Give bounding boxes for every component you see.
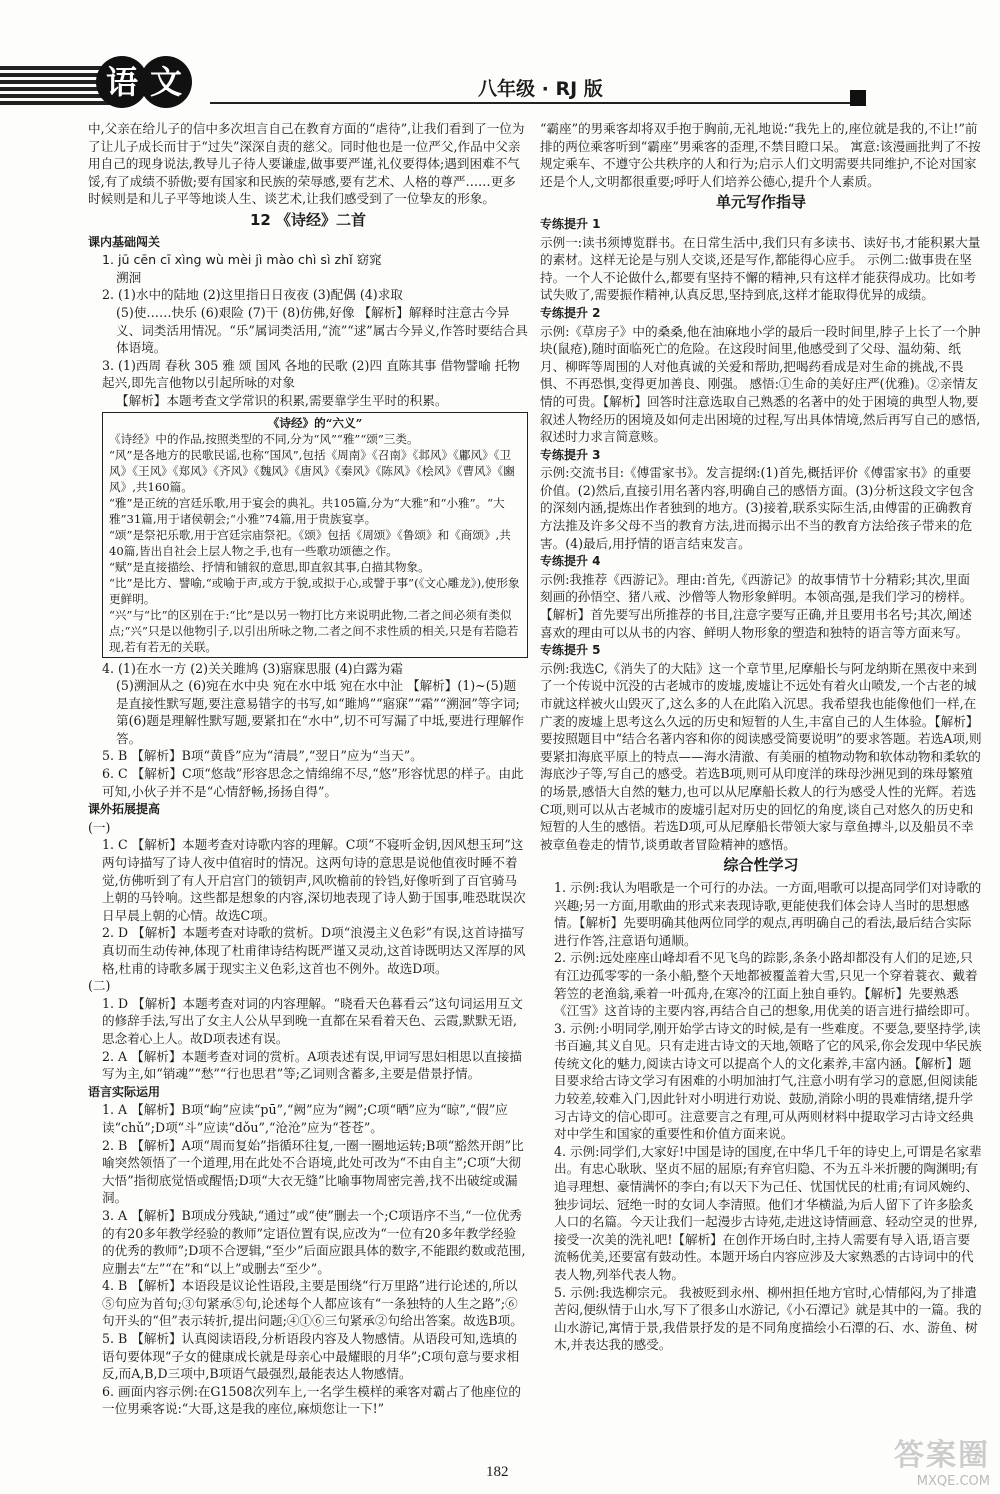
answer-item: 4. B 【解析】本语段是议论性语段,主要是围绕“行万里路”进行论述的,所以⑤句应为首句;③句紧承⑤句,论述每个人都应该有“一条独特的人生之路”;⑥句开头的“但”表示转折,提出问题;④①⑥三句紧承②句给出答案。故选B项。 xyxy=(102,1278,523,1329)
knowledge-box-title: 《诗经》的“六义” xyxy=(267,415,363,430)
part-label: (一) xyxy=(88,819,111,835)
answer-item: 1. A 【解析】B项“岣”应读“pū”,“阙”应为“阙”;C项“晒”应为“晾”,“假”应读“chǔ”;D项“斗”应读“dǒu”,“沧沧”应为“苍苍”。 xyxy=(102,1102,508,1135)
left-column xyxy=(88,120,528,1418)
subject-logo xyxy=(96,52,206,112)
answer-item: 5. B 【解析】B项“黄昏”应为“清晨”,“翌日”应为“当天”。 xyxy=(102,748,423,764)
answer-item: 6. C 【解析】C项“悠哉”形容思念之情绵绵不尽,“悠”形容忧思的样子。由此可知,小伙子并不是“心情舒畅,扬扬自得”。 xyxy=(102,766,524,799)
section-heading: 课外拓展提高 xyxy=(88,802,161,817)
drill-heading: 专练提升 5 xyxy=(540,643,601,658)
page-header xyxy=(0,0,1000,112)
answer-item: 2. D 【解析】本题考查对诗歌的赏析。D项“浪漫主义色彩”有误,这首诗描写真切而生动传神,体现了杜甫律诗结构既严谨又灵动,这首诗既明达又浑厚的风格,杜甫的诗歌多属于现实主义色彩,这首也不例外。故选D项。 xyxy=(102,925,526,976)
answer-item: 3. (1)西周 春秋 305 雅 颂 国风 各地的民歌 (2)四 直陈其事 借物譬喻 托物起兴,即先言他物以引起所咏的对象 xyxy=(102,357,521,391)
answer-item: (5)使……快乐 (6)艰险 (7)干 (8)仿佛,好像 【解析】解释时注意古今异义、词类活用情况。“乐”属词类活用,“流”“逑”属古今异义,作答时要结合具体语境。 xyxy=(116,304,528,356)
drill-body: 示例:交流书目:《傅雷家书》。发言提纲:(1)首先,概括评价《傅雷家书》的重要价值。(2)然后,直接引用名著内容,明确自己的感悟方面。(3)分析这段文字包含的深刻内涵,提炼出作者独到的地方。(3)接着,联系实际生活,由傅雷的正确教育方法推及许多父母不当的教育方法,进而揭示出不当的教育方法给孩子带来的危害。(4)最后,用抒情的语言结束发言。 xyxy=(540,465,975,551)
drill-body: 示例:《草房子》中的桑桑,他在油麻地小学的最后一段时间里,脖子上长了一个肿块(鼠疮),随时面临死亡的危险。在这段时间里,他感受到了父母、温幼菊、纸月、柳晖等周围的人对他真诚的关爱和帮助,把喝药看成是对生命的挑战,不畏惧、不再恐惧,变得更加善良、刚强。 感悟:①生命的美好庄严(优雅)。②亲情友情的可贵。【解析】回答时注意选取自己熟悉的名著中的处于困境的典型人物,要叙述人物经历的困境及如何走出困境的过程,写出具体情境,然后再写自己的感悟,叙述时力求言简意赅。 xyxy=(540,323,981,445)
drill-heading: 专练提升 4 xyxy=(540,554,601,569)
section-heading: 课内基础闯关 xyxy=(88,234,161,249)
part-label: (二) xyxy=(88,978,111,994)
knowledge-line: “雅”是正统的宫廷乐歌,用于宴会的典礼。共105篇,分为“大雅”和“小雅”。“大雅”31篇,用于诸侯朝会;“小雅”74篇,用于贵族宴享。 xyxy=(109,495,505,526)
continued-paragraph: “霸座”的男乘客却将双手抱于胸前,无礼地说:“我先上的,座位就是我的,不让!”前排的两位乘客听到“霸座”男乘客的歪理,不禁目瞪口呆。 寓意:该漫画批判了不按规定乘车、不遵守公共秩序的人和行为;启示人们文明需要共同维护,不论对国家还是个人,文明都很重要;呼吁人们培养公德心,提升个人素质。 xyxy=(540,121,981,189)
knowledge-line: “兴”与“比”的区别在于:“比”是以另一物打比方来说明此物,二者之间必须有类似点;“兴”只是以他物引子,以引出所咏之物,二者之间不求性质的相关,只是有若隐若现,若有若无的关联。 xyxy=(109,607,519,654)
answer-item: 1. 示例:我认为唱歌是一个可行的办法。一方面,唱歌可以提高同学们对诗歌的兴趣;另一方面,用歌曲的形式来表现诗歌,更能使我们体会诗人当时的思想感情。【解析】先要明确其他两位同学的观点,再明确自己的看法,最后结合实际进行作答,注意语句通顺。 xyxy=(554,879,982,948)
logo-char-1: 语 xyxy=(96,56,148,108)
answer-item: 1. C 【解析】本题考查对诗歌内容的理解。C项“不寝听金钥,因风想玉珂”这两句诗描写了诗人夜中值宿时的情况。这两句诗的意思是说他值夜时睡不着觉,仿佛听到了有人开启宫门的锁钥声,风吹檐前的铃铛,好像听到了百官骑马上朝的马铃响。这些都是想象的内容,深切地表现了诗人勤于国事,唯恐耽误次日早晨上朝的心情。故选C项。 xyxy=(102,837,526,923)
drill-body: 示例一:读书须博览群书。在日常生活中,我们只有多读书、读好书,才能积累大量的素材。这样无论是与别人交谈,还是写作,都能得心应手。 示例二:做事贵在坚持。一个人不论做什么,都要有坚持不懈的精神,只有这样才能获得成功。比如考试失败了,需要振作精神,认真反思,坚持到底,这样才能取得优异的成绩。 xyxy=(540,234,981,303)
knowledge-box xyxy=(102,412,528,658)
knowledge-line: “比”是比方、譬喻,“或喻于声,或方于貌,或拟于心,或譬于事”(《文心雕龙》),使形象更鲜明。 xyxy=(109,575,520,606)
answer-item: 2. 示例:远处座座山峰却看不见飞鸟的踪影,条条小路却都没有人们的足迹,只有江边孤零零的一条小船,整个天地都被覆盖着大雪,只见一个穿着蓑衣、戴着箬笠的老渔翁,乘着一叶孤舟,在寒冷的江面上独自垂钓。【解析】先要熟悉《江雪》这首诗的主要内容,再结合自己的想象,用优美的语言进行描绘即可。 xyxy=(554,950,978,1019)
answer-item: 5. B 【解析】认真阅读语段,分析语段内容及人物感情。从语段可知,选填的语句要体现“子女的健康成长就是母亲心中最耀眼的月华”;C项句意与要求相反,而A,B,D三项中,B项语气最强烈,最能表达人物感情。 xyxy=(102,1331,520,1382)
section-title-comprehensive: 综合性学习 xyxy=(723,856,799,875)
drill-body: 示例:我推荐《西游记》。理由:首先,《西游记》的故事情节十分精彩;其次,里面刻画的孙悟空、猪八戒、沙僧等人物形象鲜明。本领高强,是我们学习的榜样。【解析】首先要写出所推荐的书目,注意字要写正确,并且要用书名号;其次,阐述喜欢的理由可以从书的内容、鲜明人物形象的塑造和独特的语言等方面来写。 xyxy=(540,571,973,640)
drill-heading: 专练提升 3 xyxy=(540,447,601,462)
right-column xyxy=(540,120,982,1354)
answer-item: 5. 示例:我选柳宗元。 我被贬到永州、柳州担任地方官时,心情郁闷,为了排遣苦闷,便纵情于山水,写下了很多山水游记,《小石潭记》就是其中的一篇。我的山水游记,寓情于景,我借景抒发的是不同角度描绘小石潭的石、水、游鱼、树木,并表达我的感受。 xyxy=(554,1284,982,1353)
section-heading: 语言实际运用 xyxy=(88,1084,161,1099)
answer-item: 溯洄 xyxy=(116,269,142,285)
answer-item: 4. 示例:同学们,大家好!中国是诗的国度,在中华几千年的诗史上,可谓是名家辈出。有忠心耿耿、坚贞不屈的屈原;有弃官归隐、不为五斗米折腰的陶渊明;有追寻理想、豪情满怀的李白;有以天下为己任、忧国忧民的杜甫;有词风婉约、独步词坛、冠绝一时的女词人李清照。他们才华横溢,为后人留下了许多脍炙人口的名篇。今天让我们一起漫步古诗苑,走进这诗情画意、轻动空灵的世界,接受一次美的洗礼吧!【解析】在创作开场白时,主持人需要有导入语,语言要流畅优美,还要富有鼓动性。本题开场白内容应涉及大家熟悉的古诗词中的代表人物,列举代表人物。 xyxy=(554,1143,982,1282)
answer-item: 2. A 【解析】本题考查对词的赏析。A项表述有误,甲词写思妇相思以直接描写为主,如“销魂”“愁”“行也思君”等;乙词则含蓄多,主要是借景抒情。 xyxy=(102,1048,523,1082)
drill-heading: 专练提升 2 xyxy=(540,305,601,320)
answer-item: 2. (1)水中的陆地 (2)这里指日日夜夜 (3)配偶 (4)求取 xyxy=(102,287,403,303)
answer-item: 【解析】本题考查文学常识的积累,需要靠学生平时的积累。 xyxy=(116,392,448,408)
drill-body: 示例:我选C,《消失了的大陆》这一个章节里,尼摩船长与阿龙纳斯在黑夜中来到了一个传说中沉没的古老城市的废墟,废墟让不远处有着火山喷发,一个古老的城市就这样被火山毁灭了,这么多的人在此陷入沉思。我希望我也能像他们一样,在广袤的废墟上思考这么久远的历史和短暂的人生,丰富自己的人生体验。【解析】要按照题目中“结合名著内容和你的阅读感受简要说明”的要求答题。若选A项,则要紧扣海底平原上的特点——海水清澈、有美丽的植物动物和软体动物和柔软的海底沙子等,写自己的感受。若选B项,则可从印度洋的珠母沙洲见到的珠母繁殖的场景,感悟大自然的魅力,也可以从尼摩船长救人的行为感受人性的光辉。若选C项,则可以从古老城市的废墟引起对历史的回忆的角度,谈自己对悠久的历史和短暂的人生的感悟。若选D项,可从尼摩船长带领大家与章鱼搏斗,以及船员不幸被章鱼卷走的情节,谈勇敢者冒险精神的感悟。 xyxy=(540,660,982,852)
section-title-writing: 单元写作指导 xyxy=(715,193,806,212)
knowledge-line: 《诗经》中的作品,按照类型的不同,分为“风”“雅”“颂”三类。 xyxy=(109,431,419,446)
answer-item: 2. B 【解析】A项“周而复始”指循环往复,一圈一圈地运转;B项“豁然开朗”比喻突然领悟了一个道理,用在此处不合语境,此处可改为“不由自主”;C项“大彻大悟”指彻底觉悟或醒悟;D项“大衣无缝”比喻事物周密完善,找不出破绽或漏洞。 xyxy=(102,1137,524,1206)
header-block-mark xyxy=(850,90,866,106)
answer-item: 6. 画面内容示例:在G1508次列车上,一名学生模样的乘客对霸占了他座位的一位男乘客说:“大哥,这是我的座位,麻烦您让一下!” xyxy=(102,1383,522,1417)
answer-item: 1. D 【解析】本题考查对词的内容理解。“晓看天色暮看云”这句词运用互文的修辞手法,写出了女主人公从早到晚一直都在呆看着天色、云霞,默默无语,思念着心上人。故D项表述有误。 xyxy=(102,995,523,1046)
answer-item: 3. A 【解析】B项成分残缺,“通过”或“使”删去一个;C项语序不当,“一位优秀的有20多年教学经验的教师”定语位置有误,应改为“一位有20多年教学经验的优秀的教师”;D项不合逻辑,“至少”后面应跟具体的数字,不能跟约数或范围,应删去“左”“在”和“以上”或删去“至少”。 xyxy=(102,1207,526,1276)
knowledge-line: “风”是各地方的民歌民谣,也称“国风”,包括《周南》《召南》《邶风》《鄘风》《卫风》《王风》《郑风》《齐风》《魏风》《唐风》《秦风》《陈风》《桧风》《曹风》《豳风》,共160篇。 xyxy=(109,447,515,494)
drill-heading: 专练提升 1 xyxy=(540,216,601,231)
watermark-url: MXQE.COM xyxy=(916,1474,990,1489)
header-stripes xyxy=(0,66,110,112)
watermark xyxy=(780,1430,990,1489)
answer-item: 3. 示例:小明同学,刚开始学古诗文的时候,是有一些难度。不要急,要坚持学,读书百遍,其义自见。只有走进古诗文的天地,领略了它的风采,你会发现中华民族传统文化的魅力,阅读古诗文可以提高个人的文化素养,丰富内涵。【解析】题目要求给古诗文学习有困难的小明加油打气,注意小明有学习的意愿,但阅读能力较差,较难入门,因此针对小明进行劝说、鼓励,消除小明的畏难情绪,提升学习古诗文的信心即可。注意要言之有理,可从两则材料中提取学习古诗文经典对中学生和国家的重要性和价值方面来说。 xyxy=(554,1020,982,1142)
answer-item: (5)溯洄从之 (6)宛在水中央 宛在水中坻 宛在水中沚 【解析】(1)~(5)题是直接性默写题,要注意易错字的书写,如“雎鸠”“寤寐”“霜”“溯洄”等字词;第(6)题是理解性默写题,要紧扣在“水中”,切不可写漏了中坻,要进行理解作答。 xyxy=(116,678,524,746)
grade-label: 八年级 · RJ 版 xyxy=(478,78,603,100)
watermark-logo: 答案圈 xyxy=(894,1438,990,1473)
intro-paragraph: 中,父亲在给儿子的信中多次坦言自己在教育方面的“虐待”,让我们看到了一位为了让儿子成长而甘于“过失”深深自责的慈父。同时他也是一位严父,作品中父亲用自己的现身说法,教导儿子待人要谦虚,做事要严谨,礼仪要得体;遇到困难不气馁,有了成绩不骄傲;要有国家和民族的荣辱感,要有艺术、人格的尊严……更多时候则是和儿子平等地谈人生、谈艺术,让我们感受到了一位挚友的形象。 xyxy=(88,121,525,207)
answer-item: 4. (1)在水一方 (2)关关雎鸠 (3)寤寐思服 (4)白露为霜 xyxy=(102,660,403,676)
logo-char-2: 文 xyxy=(140,56,192,108)
page-number: 182 xyxy=(486,1464,509,1480)
knowledge-line: “颂”是祭祀乐歌,用于宫廷宗庙祭祀。《颂》包括《周颂》《鲁颂》和《商颂》,共40篇,皆出自社会上层人物之手,也有一些歌功颂德之作。 xyxy=(109,527,511,558)
lesson-title: 12 《诗经》二首 xyxy=(249,210,367,229)
knowledge-line: “赋”是直接描绘、抒情和铺叙的意思,即直叙其事,白描其物象。 xyxy=(109,559,430,574)
answer-item: 1. jū cēn cī xìng wù mèi jì mào chì sì zhǐ 窈窕 xyxy=(102,252,382,268)
header-rule xyxy=(210,102,860,104)
